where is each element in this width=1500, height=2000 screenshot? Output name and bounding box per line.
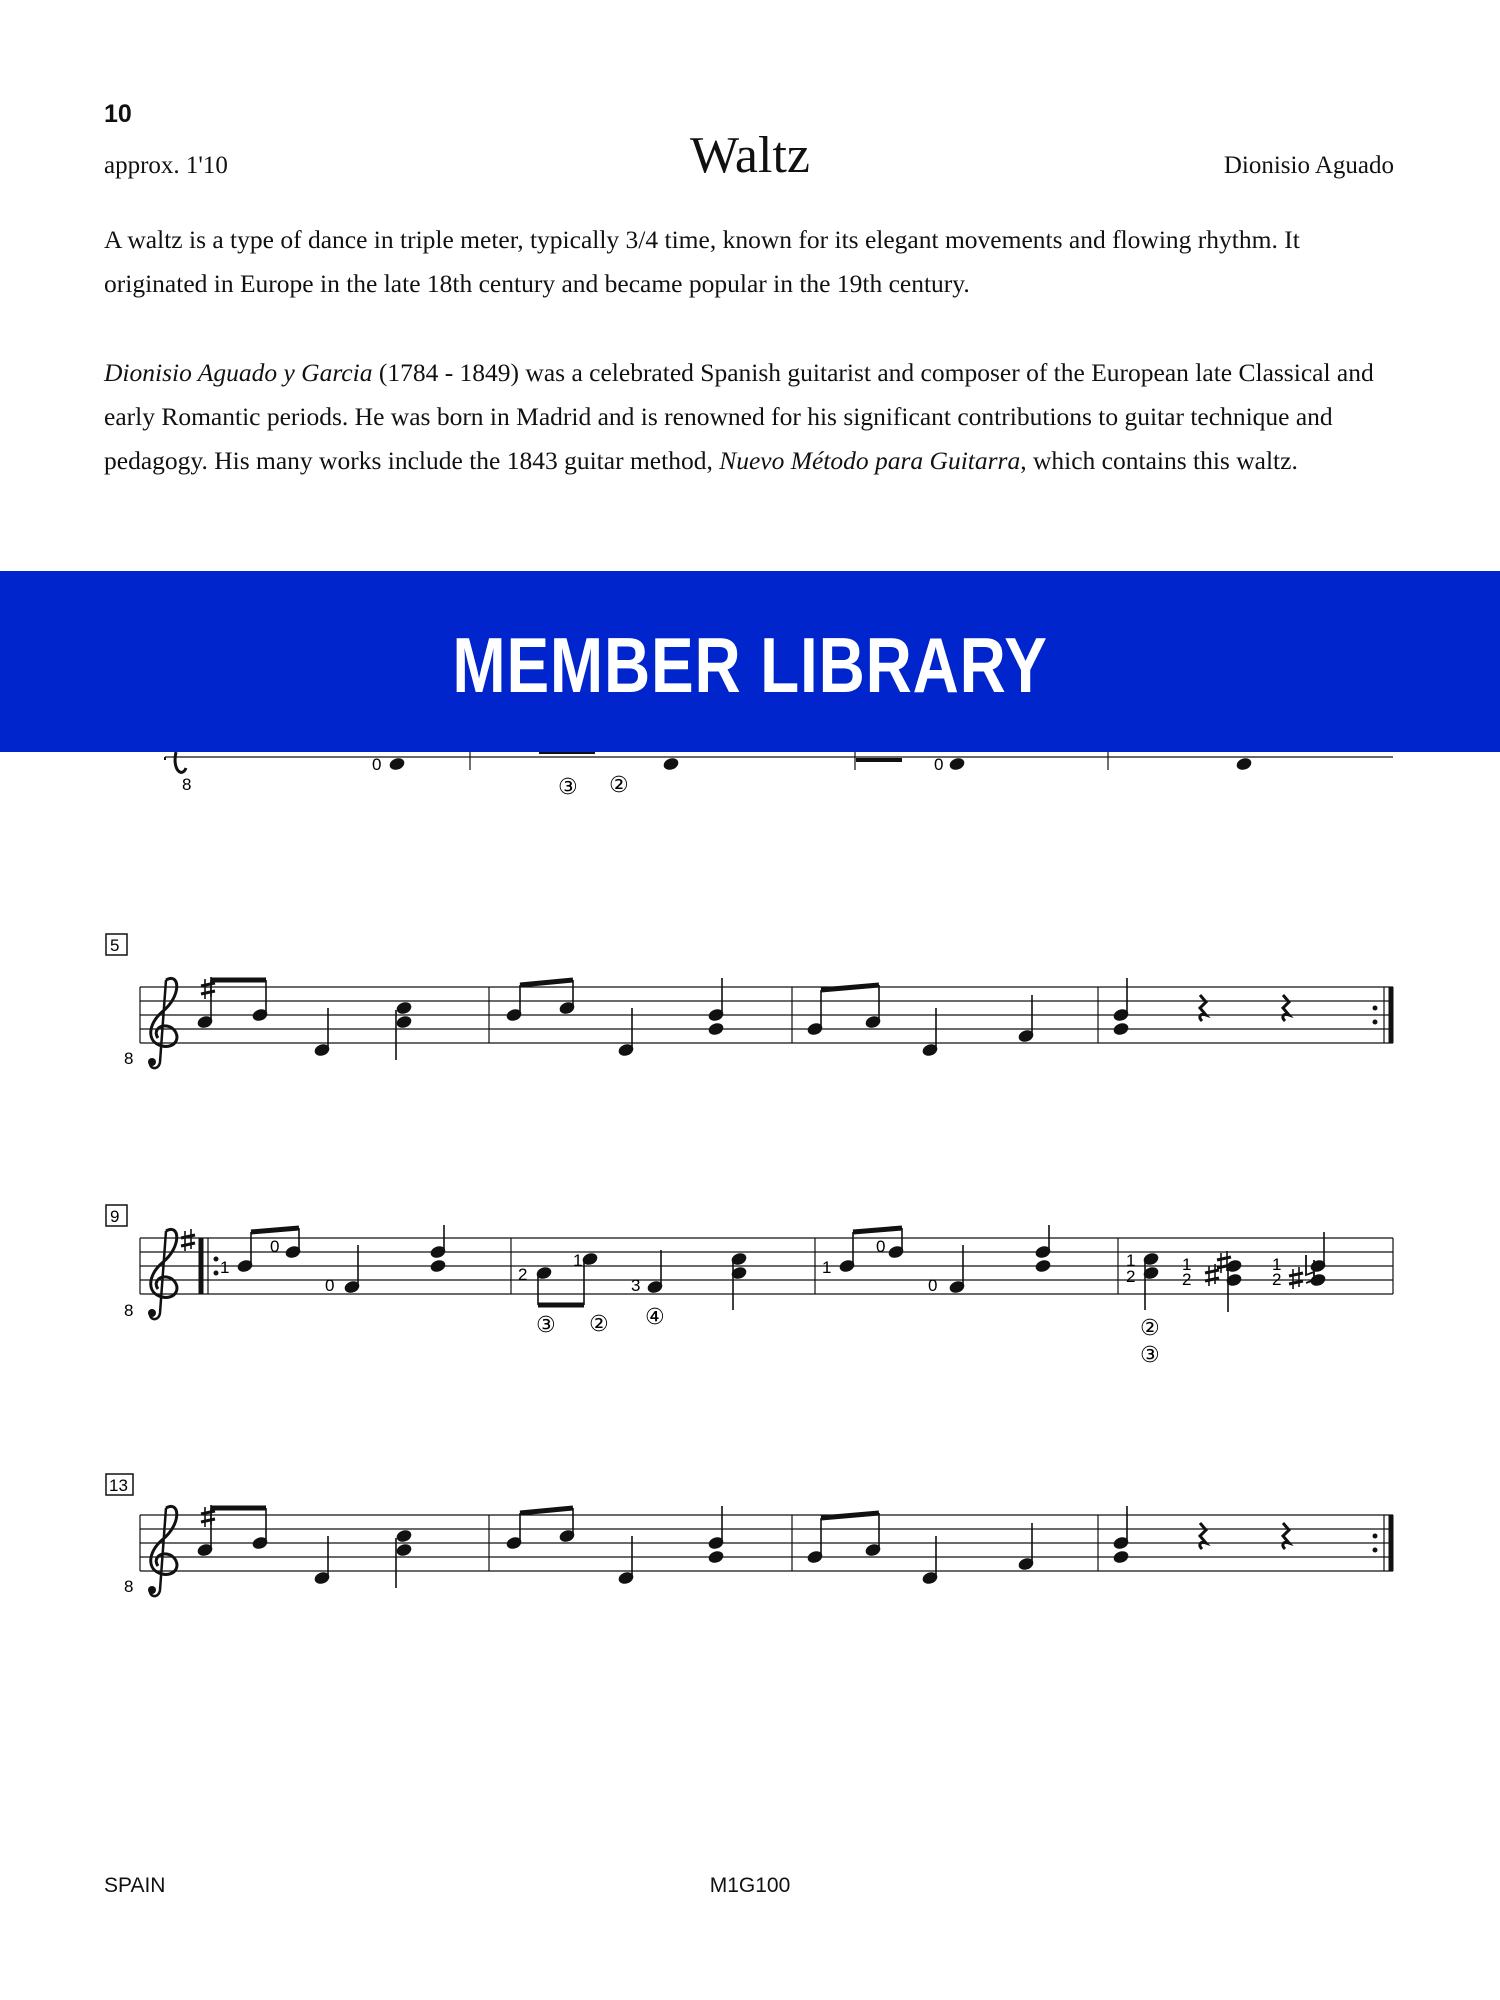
bio-text: (1784 - 1849) was a celebrated Spanish guitarist and composer of the European late Classical and early Romantic periods. He was born in Madrid and is renowned for his significant contributions to guitar technique and pedagogy. His many works include the 1843 guitar method, xyxy=(104,358,1374,475)
fingering: 1 xyxy=(1272,1255,1282,1274)
footer-country: SPAIN xyxy=(104,1874,166,1897)
system-3 xyxy=(106,1205,1393,1368)
fingering: 1 xyxy=(1126,1251,1136,1270)
clef-octave-8: 8 xyxy=(124,1577,134,1596)
fingering: 0 xyxy=(270,1237,280,1256)
string-number: ③ xyxy=(536,1313,556,1338)
fingering: 3 xyxy=(631,1276,641,1295)
clef-octave-8: 8 xyxy=(124,1301,134,1320)
string-number: ② xyxy=(589,1312,609,1337)
clef-octave-8: 8 xyxy=(124,1049,134,1068)
fingering: 0 xyxy=(325,1276,335,1295)
page-number: 10 xyxy=(104,100,132,128)
string-number: ③ xyxy=(1140,1343,1160,1368)
method-title: Nuevo Método para Guitarra xyxy=(719,446,1021,475)
piece-title: Waltz xyxy=(690,127,810,184)
measure-number: 13 xyxy=(109,1476,128,1495)
string-number: ② xyxy=(609,773,629,798)
fingering: 2 xyxy=(518,1265,528,1284)
fingering: 2 xyxy=(1182,1270,1192,1289)
fingering: 1 xyxy=(220,1258,230,1277)
member-library-banner[interactable] xyxy=(0,571,1500,752)
fingering: 0 xyxy=(876,1237,886,1256)
fingering: 2 xyxy=(1272,1270,1282,1289)
fingering: 1 xyxy=(1182,1255,1192,1274)
string-number: ④ xyxy=(645,1305,665,1330)
banner-text: MEMBER LIBRARY xyxy=(452,621,1048,709)
footer-code: M1G100 xyxy=(709,1874,791,1897)
fingering: 1 xyxy=(573,1251,583,1270)
fingering: 2 xyxy=(1126,1267,1136,1286)
measure-number: 5 xyxy=(110,936,120,955)
fingering: 1 xyxy=(822,1258,832,1277)
intro-paragraph: A waltz is a type of dance in triple meter, typically 3/4 time, known for its elegant movements and flowing rhythm. It originated in Europe in the late 18th century and became popular in the 19th century. xyxy=(104,225,1300,298)
system-4 xyxy=(106,1474,1393,1596)
fingering: 0 xyxy=(928,1276,938,1295)
bio-end: , which contains this waltz. xyxy=(1020,446,1298,475)
bio-name: Dionisio Aguado y Garcia xyxy=(104,358,373,387)
fingering: 0 xyxy=(372,755,382,774)
duration-label: approx. 1'10 xyxy=(104,152,228,179)
measure-number: 9 xyxy=(110,1207,120,1226)
system-2 xyxy=(106,934,1393,1068)
clef-octave-8: 8 xyxy=(182,775,192,794)
fingering: 0 xyxy=(934,755,944,774)
composer-name: Dionisio Aguado xyxy=(1223,152,1394,179)
string-number: ② xyxy=(1140,1316,1160,1341)
string-number: ③ xyxy=(558,775,578,800)
